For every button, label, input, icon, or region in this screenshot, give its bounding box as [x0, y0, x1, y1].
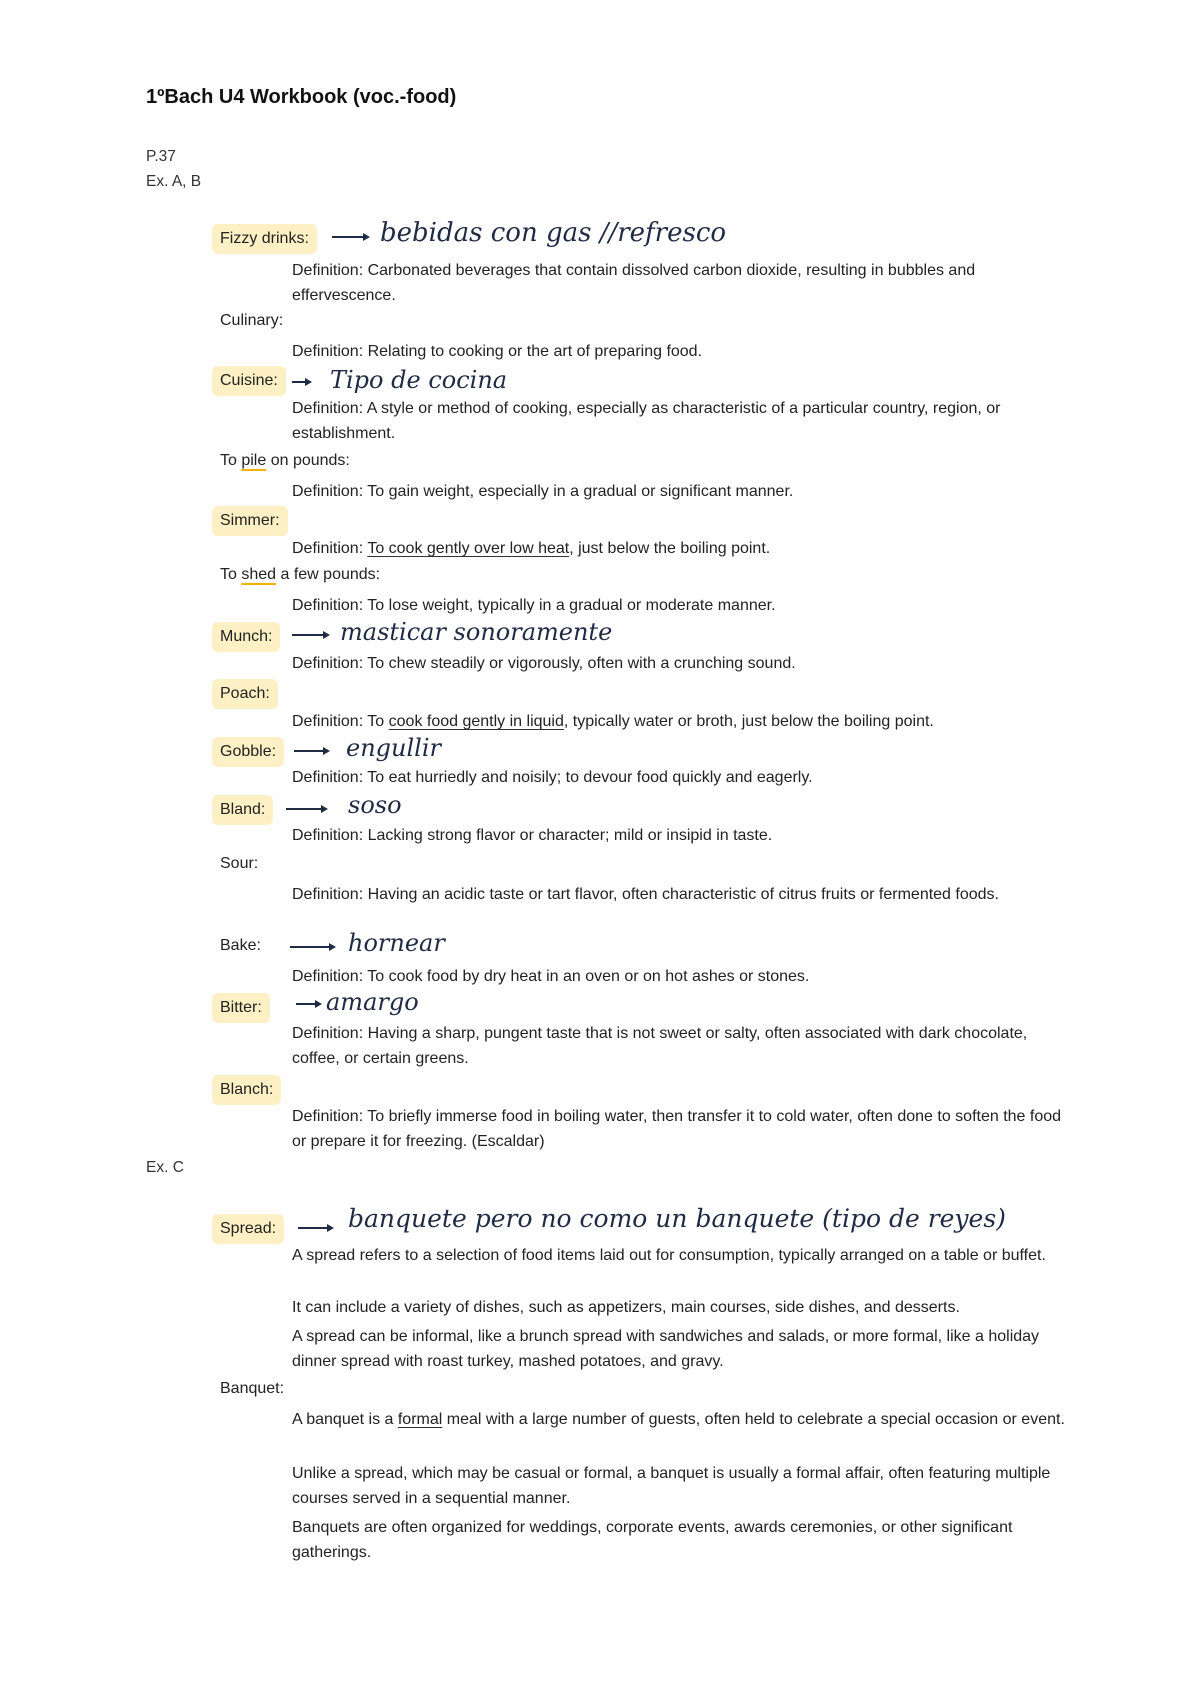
term-prefix: To	[220, 452, 242, 469]
term-suffix: a few pounds:	[276, 566, 381, 583]
handwritten-note-spread: banquete pero no como un banquete (tipo de reyes)	[348, 1204, 1006, 1233]
spread-paragraph-1: A spread refers to a selection of food items laid out for consumption, typically arranged on a table or buffet.	[292, 1247, 1046, 1264]
term-sour: Sour:	[220, 855, 259, 872]
definition-suffix: , typically water or broth, just below the boiling point.	[563, 713, 934, 730]
definition-simmer	[292, 536, 1072, 561]
banquet-paragraph-3: Banquets are often organized for weddings, corporate events, awards ceremonies, or other significant gatherings.	[292, 1519, 1013, 1561]
underlined-phrase: cook food gently in liquid	[388, 713, 564, 730]
paragraph-suffix: meal with a large number of guests, often held to celebrate a special occasion or event.	[442, 1411, 1065, 1428]
spread-paragraph-2: It can include a variety of dishes, such as appetizers, main courses, side dishes, and desserts.	[292, 1299, 960, 1316]
highlighted-word-pile: pile	[241, 452, 267, 469]
arrow-icon	[294, 750, 328, 752]
term-to-shed-a-few-pounds	[220, 566, 380, 584]
underlined-word-formal: formal	[397, 1411, 443, 1428]
exercise-label-c: Ex. C	[146, 1159, 184, 1176]
handwritten-note-bitter: amargo	[326, 988, 419, 1016]
definition-poach	[292, 709, 1072, 734]
term-poach: Poach:	[212, 679, 278, 709]
term-cuisine: Cuisine:	[212, 366, 286, 396]
definition-culinary: Definition: Relating to cooking or the art of preparing food.	[292, 343, 703, 360]
definition-suffix: , just below the boiling point.	[569, 540, 771, 557]
definition-munch: Definition: To chew steadily or vigorously, often with a crunching sound.	[292, 655, 796, 672]
definition-cuisine: Definition: A style or method of cooking, especially as characteristic of a particular country, region, or establishment.	[292, 400, 1001, 442]
arrow-icon	[286, 808, 326, 810]
term-prefix: To	[220, 566, 242, 583]
handwritten-note-cuisine: Tipo de cocina	[330, 366, 508, 394]
spread-paragraph-3: A spread can be informal, like a brunch spread with sandwiches and salads, or more formal, like a holiday dinner spread with roast turkey, mashed potatoes, and gravy.	[292, 1328, 1040, 1370]
definition-blanch: Definition: To briefly immerse food in boiling water, then transfer it to cold water, often done to soften the food or prepare it for freezing. (Escaldar)	[292, 1108, 1062, 1150]
banquet-paragraph-1	[292, 1407, 1072, 1432]
term-simmer: Simmer:	[212, 506, 288, 536]
handwritten-note-fizzy: bebidas con gas //refresco	[380, 218, 727, 248]
handwritten-note-bland: soso	[348, 791, 402, 819]
arrow-icon	[332, 236, 368, 238]
term-spread: Spread:	[212, 1214, 284, 1244]
arrow-icon	[296, 1003, 320, 1005]
term-bland: Bland:	[212, 795, 273, 825]
paragraph-prefix: A banquet is a	[292, 1411, 398, 1428]
underlined-phrase: To cook gently over low heat	[367, 540, 570, 557]
term-bitter: Bitter:	[212, 993, 270, 1023]
term-culinary: Culinary:	[220, 312, 284, 329]
arrow-icon	[292, 634, 328, 636]
definition-bland: Definition: Lacking strong flavor or character; mild or insipid in taste.	[292, 827, 773, 844]
banquet-paragraph-2: Unlike a spread, which may be casual or formal, a banquet is usually a formal affair, often featuring multiple courses served in a sequential manner.	[292, 1465, 1051, 1507]
term-to-pile-on-pounds	[220, 452, 350, 470]
arrow-icon	[298, 1227, 332, 1229]
page-reference: P.37	[146, 148, 176, 165]
definition-bake: Definition: To cook food by dry heat in an oven or on hot ashes or stones.	[292, 968, 810, 985]
term-banquet: Banquet:	[220, 1380, 285, 1397]
definition-sour: Definition: Having an acidic taste or tart flavor, often characteristic of citrus fruits or fermented foods.	[292, 886, 999, 903]
exercise-label-ab: Ex. A, B	[146, 173, 202, 190]
term-gobble: Gobble:	[212, 737, 284, 767]
term-fizzy-drinks: Fizzy drinks:	[212, 224, 317, 254]
definition-prefix: Definition: To	[292, 713, 389, 730]
term-munch: Munch:	[212, 622, 280, 652]
handwritten-note-bake: hornear	[348, 929, 445, 957]
term-suffix: on pounds:	[266, 452, 350, 469]
definition-fizzy-drinks: Definition: Carbonated beverages that contain dissolved carbon dioxide, resulting in bubbles and effervescence.	[292, 262, 976, 304]
definition-to-shed-a-few-pounds: Definition: To lose weight, typically in a gradual or moderate manner.	[292, 597, 776, 614]
arrow-icon	[290, 946, 334, 948]
handwritten-note-gobble: engullir	[346, 734, 441, 762]
definition-prefix: Definition:	[292, 540, 368, 557]
definition-bitter: Definition: Having a sharp, pungent taste that is not sweet or salty, often associated with dark chocolate, coffee, or certain greens.	[292, 1025, 1028, 1067]
handwritten-note-munch: masticar sonoramente	[340, 618, 613, 646]
page-title: 1ºBach U4 Workbook (voc.-food)	[146, 86, 457, 108]
term-bake: Bake:	[220, 937, 261, 954]
definition-to-pile-on-pounds: Definition: To gain weight, especially in a gradual or significant manner.	[292, 483, 794, 500]
definition-gobble: Definition: To eat hurriedly and noisily; to devour food quickly and eagerly.	[292, 769, 813, 786]
dash-mark	[292, 381, 310, 383]
highlighted-word-shed: shed	[241, 566, 277, 583]
term-blanch: Blanch:	[212, 1075, 281, 1105]
